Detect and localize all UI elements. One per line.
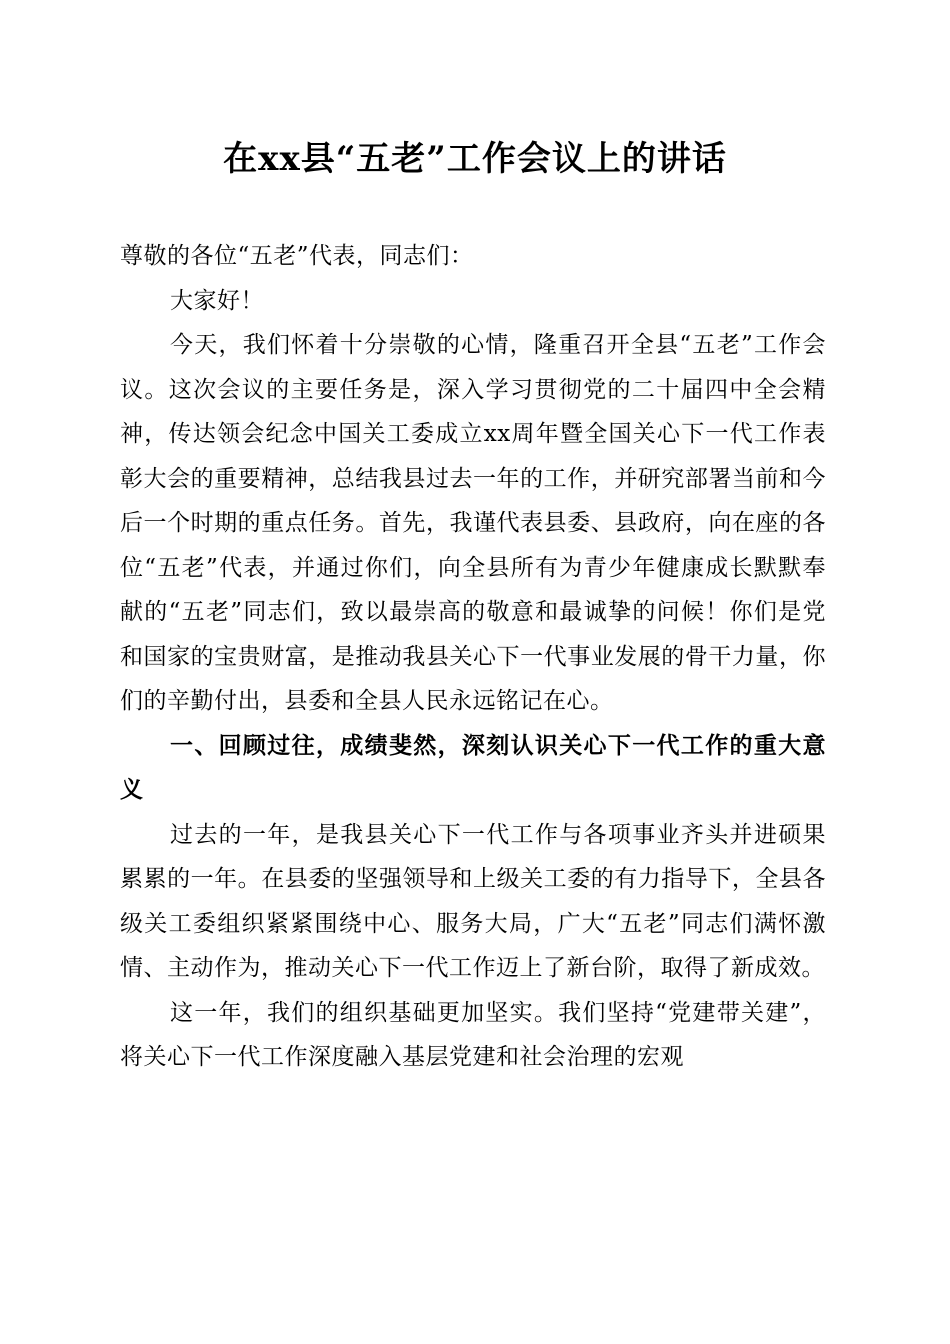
section-paragraph: 过去的一年，是我县关心下一代工作与各项事业齐头并进硕果累累的一年。在县委的坚强领导和上级关工委的有力指导下，全县各级关工委组织紧紧围绕中心、服务大局，广大“五老”同志们满怀激情、主动作为，推动关心下一代工作迈上了新台阶，取得了新成效。 xyxy=(120,821,826,981)
section-paragraph: 这一年，我们的组织基础更加坚实。我们坚持“党建带关建”，将关心下一代工作深度融入基层党建和社会治理的宏观 xyxy=(120,999,826,1070)
salutation: 尊敬的各位“五老”代表，同志们： xyxy=(120,243,474,269)
section-heading: 一、回顾过往，成绩斐然，深刻认识关心下一代工作的重大意义 xyxy=(120,732,826,803)
opening-paragraph: 今天，我们怀着十分崇敬的心情，隆重召开全县“五老”工作会议。这次会议的主要任务是，深入学习贯彻党的二十届四中全会精神，传达领会纪念中国关工委成立xx周年暨全国关心下一代工作表彰大会的重要精神，总结我县过去一年的工作，并研究部署当前和今后一个时期的重点任务。首先，我谨代表县委、县政府，向在座的各位“五老”代表，并通过你们，向全县所有为青少年健康成长默默奉献的“五老”同志们，致以最崇高的敬意和最诚挚的问候！你们是党和国家的宝贵财富，是推动我县关心下一代事业发展的骨干力量，你们的辛勤付出，县委和全县人民永远铭记在心。 xyxy=(120,332,826,714)
document-title: 在xx县“五老”工作会议上的讲话 xyxy=(223,139,727,179)
greeting: 大家好！ xyxy=(170,287,264,314)
document-body xyxy=(120,234,826,1080)
